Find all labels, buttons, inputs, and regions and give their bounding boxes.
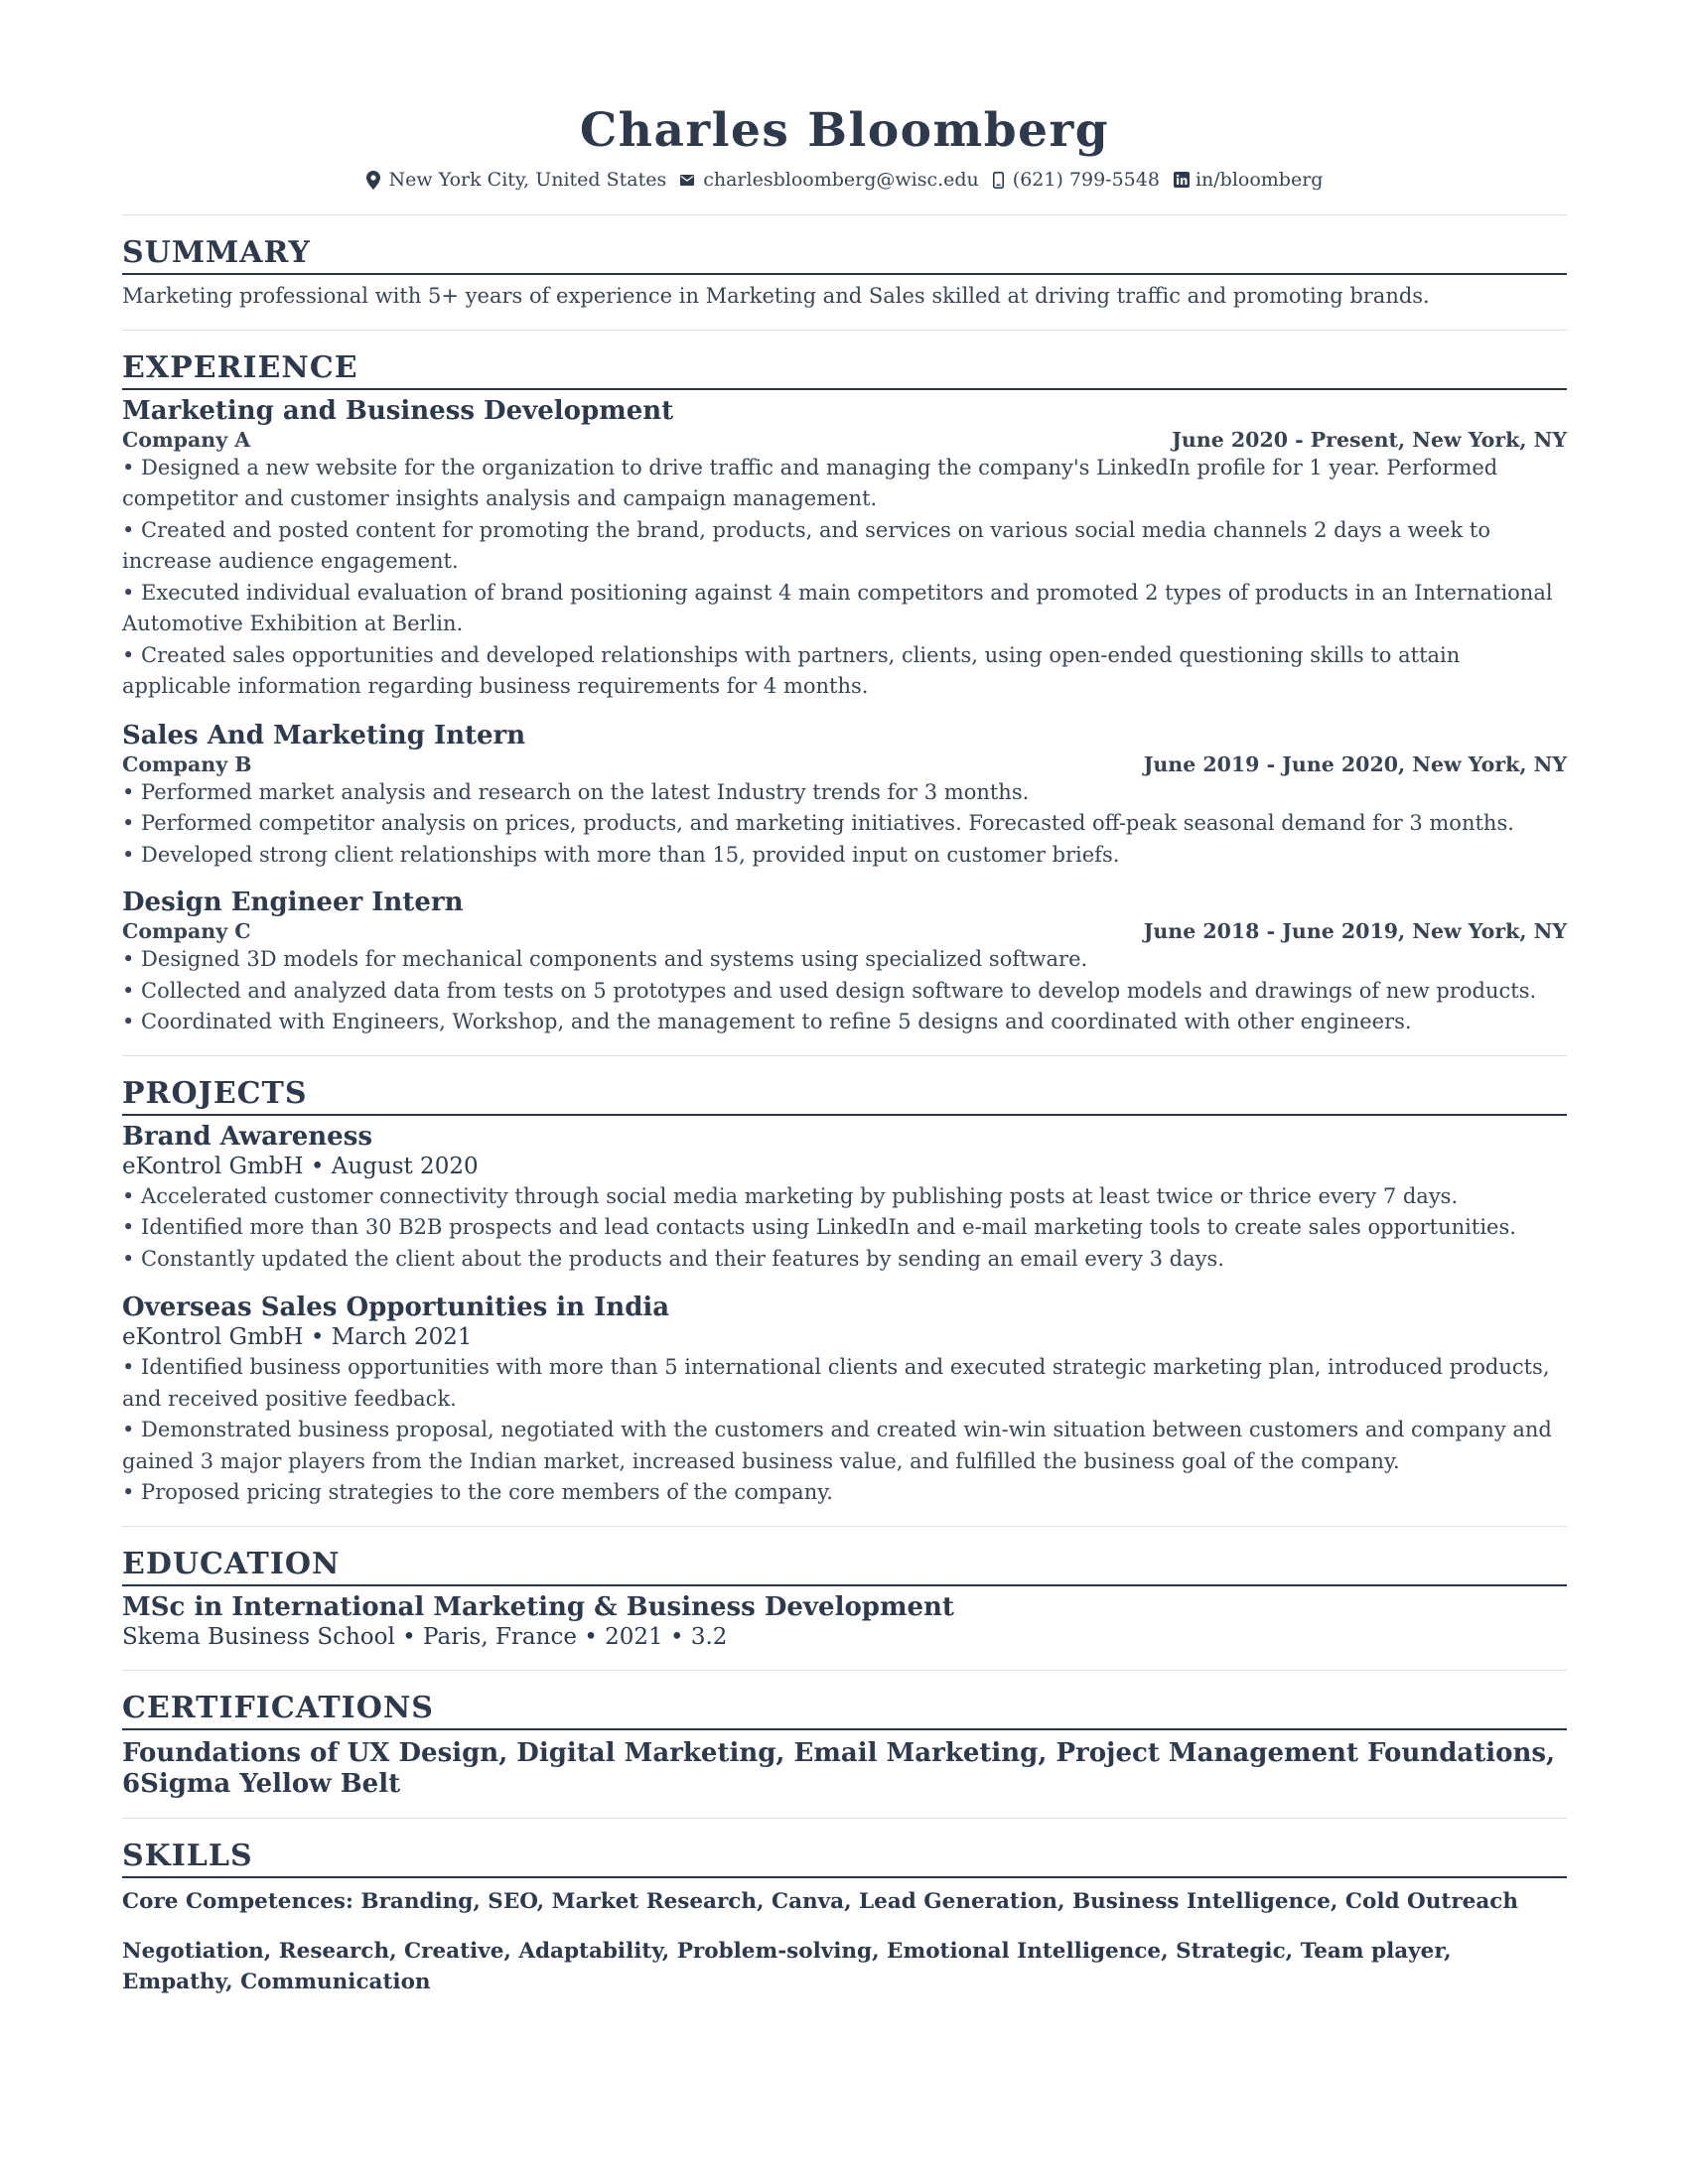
job-title: Marketing and Business Development — [122, 395, 674, 426]
divider — [122, 1818, 1567, 1819]
degree-name: MSc in International Marketing & Business Development — [122, 1591, 954, 1622]
job-meta — [122, 918, 1567, 944]
project-entry — [122, 1293, 1567, 1509]
skills-line: Negotiation, Research, Creative, Adaptability, Problem-solving, Emotional Intelligence, Strategic, Team player, Empathy, Communication — [122, 1938, 1452, 1994]
bullet-item: • Created sales opportunities and developed relationships with partners, clients, using open-ended questioning skills to attain applicable information regarding business requirements for 4 months. — [122, 642, 1461, 698]
job-meta — [122, 751, 1567, 777]
project-name: Overseas Sales Opportunities in India — [122, 1293, 670, 1322]
section-title: CERTIFICATIONS — [122, 1691, 1567, 1730]
divider — [122, 1055, 1567, 1056]
linkedin-icon — [1174, 172, 1190, 188]
divider — [122, 214, 1567, 215]
summary-section — [122, 235, 1567, 313]
education-details: Skema Business School • Paris, France • 2021 • 3.2 — [122, 1623, 728, 1650]
bullet-item: • Performed competitor analysis on prices, products, and marketing initiatives. Forecasted off-peak seasonal demand for 3 months. — [122, 811, 1514, 835]
contact-bar — [122, 167, 1567, 193]
bullet-item: • Identified more than 30 B2B prospects and lead contacts using LinkedIn and e-mail marketing tools to create sales opportunities. — [122, 1215, 1516, 1239]
envelope-icon — [680, 175, 694, 186]
bullet-item: • Designed 3D models for mechanical components and systems using specialized software. — [122, 947, 1088, 971]
skills-section — [122, 1839, 1567, 1997]
experience-entry — [122, 887, 1567, 1038]
bullet-item: • Executed individual evaluation of brand positioning against 4 main competitors and promoted 2 types of products in an International Automotive Exhibition at Berlin. — [122, 580, 1553, 635]
company-name: Company C — [122, 919, 251, 943]
job-dates: June 2020 - Present, New York, NY — [1172, 427, 1567, 452]
bullet-item: • Proposed pricing strategies to the core members of the company. — [122, 1480, 833, 1504]
linkedin-text[interactable]: in/bloomberg — [1195, 169, 1324, 191]
section-title: PROJECTS — [122, 1076, 1567, 1116]
section-title: EDUCATION — [122, 1547, 1567, 1586]
phone-icon — [993, 172, 1004, 189]
bullet-item: • Constantly updated the client about the products and their features by sending an email every 3 days. — [122, 1246, 1224, 1271]
project-entry — [122, 1122, 1567, 1276]
contact-email[interactable] — [680, 167, 979, 193]
divider — [122, 1670, 1567, 1671]
job-title: Design Engineer Intern — [122, 887, 464, 917]
bullet-item: • Accelerated customer connectivity through social media marketing by publishing posts at least twice or thrice every 7 days. — [122, 1183, 1459, 1208]
bullet-item: • Coordinated with Engineers, Workshop, and the management to refine 5 designs and coordinated with other engineers. — [122, 1010, 1412, 1033]
skills-line: Core Competences: Branding, SEO, Market Research, Canva, Lead Generation, Business Intelligence, Cold Outreach — [122, 1888, 1518, 1914]
bullet-item: • Designed a new website for the organization to drive traffic and managing the company's LinkedIn profile for 1 year. Performed competitor and customer insights analysis and campaign management. — [122, 455, 1498, 510]
bullet-item: • Collected and analyzed data from tests on 5 prototypes and used design software to develop models and drawings of new products. — [122, 978, 1537, 1003]
divider — [122, 330, 1567, 331]
contact-linkedin[interactable] — [1174, 167, 1324, 193]
experience-section — [122, 350, 1567, 1038]
projects-section — [122, 1076, 1567, 1509]
job-meta — [122, 427, 1567, 453]
project-meta: eKontrol GmbH • March 2021 — [122, 1324, 473, 1350]
contact-phone[interactable] — [993, 167, 1160, 193]
bullet-item: • Demonstrated business proposal, negotiated with the customers and created win-win situation between customers and company and gained 3 major players from the Indian market, increased business value, and fulfilled the business goal of the company. — [122, 1418, 1552, 1473]
certifications-section — [122, 1691, 1567, 1800]
email-text[interactable]: charlesbloomberg@wisc.edu — [703, 169, 979, 191]
project-meta: eKontrol GmbH • August 2020 — [122, 1153, 479, 1179]
company-name: Company A — [122, 427, 251, 452]
bullet-item: • Developed strong client relationships with more than 15, provided input on customer briefs. — [122, 842, 1120, 867]
bullet-item: • Performed market analysis and research on the latest Industry trends for 3 months. — [122, 779, 1030, 804]
job-dates: June 2018 - June 2019, New York, NY — [1143, 919, 1567, 943]
summary-text: Marketing professional with 5+ years of experience in Marketing and Sales skilled at driving traffic and promoting brands. — [122, 284, 1430, 308]
section-title: EXPERIENCE — [122, 350, 1567, 390]
candidate-name: Charles Bloomberg — [579, 103, 1110, 158]
job-dates: June 2019 - June 2020, New York, NY — [1143, 751, 1567, 776]
location-pin-icon — [366, 171, 380, 190]
contact-location — [366, 167, 667, 193]
certifications-text: Foundations of UX Design, Digital Marketing, Email Marketing, Project Management Foundations, 6Sigma Yellow Belt — [122, 1737, 1556, 1799]
location-text: New York City, United States — [388, 169, 667, 191]
resume-page — [122, 0, 1567, 1997]
section-title: SKILLS — [122, 1839, 1567, 1878]
divider — [122, 1526, 1567, 1527]
education-section — [122, 1547, 1567, 1652]
project-name: Brand Awareness — [122, 1121, 372, 1152]
job-title: Sales And Marketing Intern — [122, 720, 526, 751]
experience-entry — [122, 721, 1567, 872]
bullet-item: • Created and posted content for promoting the brand, products, and services on various social media channels 2 days a week to increase audience engagement. — [122, 517, 1490, 573]
company-name: Company B — [122, 751, 252, 776]
bullet-item: • Identified business opportunities with more than 5 international clients and executed strategic marketing plan, introduced products, and received positive feedback. — [122, 1355, 1550, 1411]
phone-text[interactable]: (621) 799-5548 — [1012, 169, 1160, 191]
experience-entry — [122, 396, 1567, 703]
section-title: SUMMARY — [122, 235, 1567, 275]
